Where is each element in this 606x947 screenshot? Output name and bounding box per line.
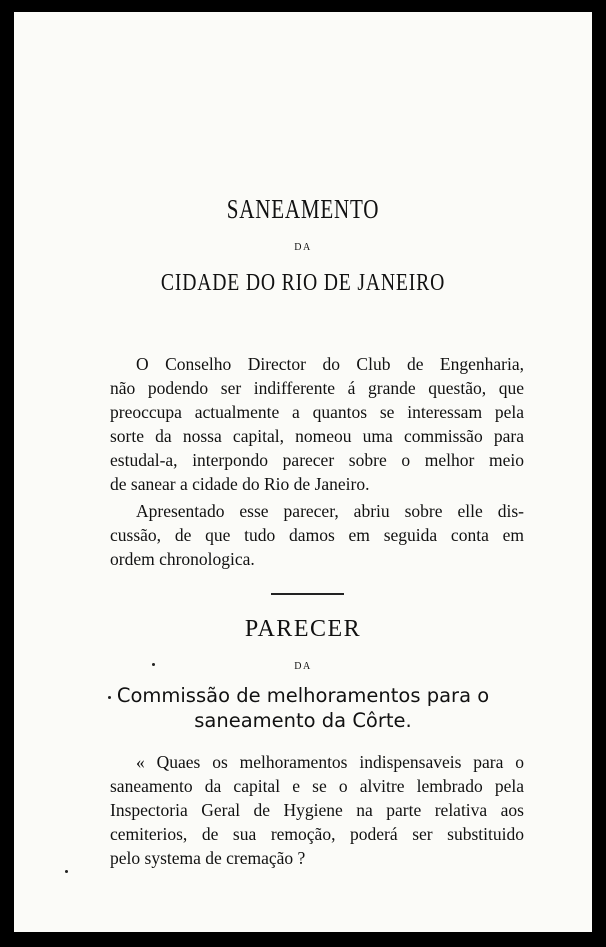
text-line: cemiterios, de sua remoção, poderá ser substituido (110, 824, 524, 844)
text-line: pelo systema de cremação ? (110, 848, 306, 868)
document-page (14, 12, 592, 932)
connector-da: DA (294, 242, 312, 253)
text-line: ordem chronologica. (110, 549, 255, 569)
connector-da: DA (294, 661, 312, 672)
text-line: estudal-a, interpondo parecer sobre o melhor meio (110, 450, 524, 470)
section-divider (271, 593, 344, 595)
text-line: preoccupa actualmente a quantos se interessam pela (110, 402, 524, 422)
text-line: Inspectoria Geral de Hygiene na parte relativa aos (110, 800, 524, 820)
subtitle-line: Commissão de melhoramentos para o (116, 684, 490, 707)
text-line: Apresentado esse parecer, abriu sobre elle dis- (136, 501, 524, 521)
intro-paragraph-2 (110, 499, 524, 571)
section-title: PARECER (244, 616, 362, 642)
print-speck (65, 870, 68, 873)
document-title: SANEAMENTO (226, 194, 380, 224)
quote-paragraph (110, 750, 524, 870)
subtitle-line: saneamento da Côrte. (194, 709, 412, 732)
intro-paragraph-1 (110, 352, 524, 496)
text-line: não podendo ser indifferente á grande questão, que (110, 378, 524, 398)
print-speck (152, 663, 155, 666)
text-line: cussão, de que tudo damos em seguida conta em (110, 525, 524, 545)
text-line: saneamento da capital e se o alvitre lembrado pela (110, 776, 524, 796)
section-subtitle (14, 683, 592, 733)
document-subtitle: CIDADE DO RIO DE JANEIRO (160, 270, 446, 296)
print-speck (108, 696, 111, 699)
text-line: « Quaes os melhoramentos indispensaveis para o (136, 752, 524, 772)
text-line: sorte da nossa capital, nomeou uma commissão para (110, 426, 524, 446)
text-line: de sanear a cidade do Rio de Janeiro. (110, 474, 370, 494)
text-line: O Conselho Director do Club de Engenharia, (136, 354, 524, 374)
